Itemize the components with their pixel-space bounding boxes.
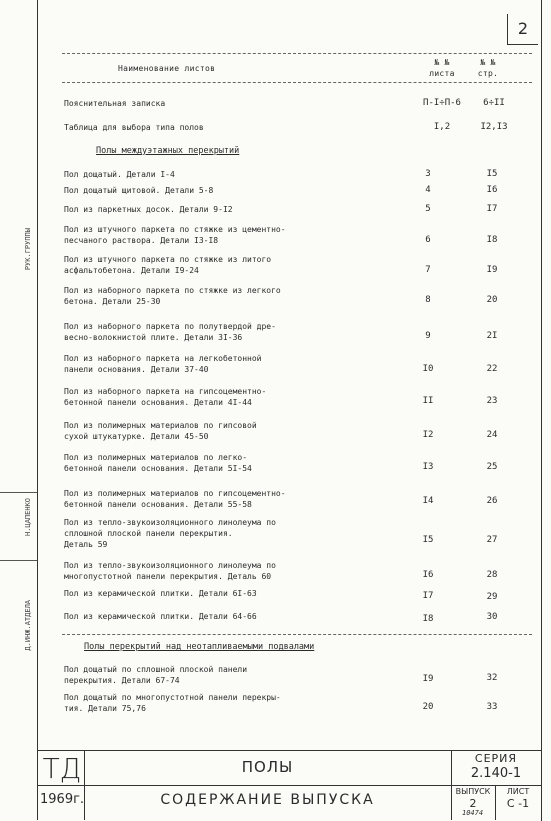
row-title: Пол дощатый по сплошной плоской панели перекрытия. Детали 67-74 [64, 665, 248, 685]
column-page-mark: № № [480, 58, 496, 67]
row-title: Пол из штучного паркета по стяжке из цементно- песчаного раствора. Детали I3-I8 [64, 225, 286, 245]
sheet-number: С -1 [506, 797, 530, 810]
column-sheet-header: листа [429, 69, 455, 78]
row-title: Пол из наборного паркета на легкобетонной панели основания. Детали 37-40 [64, 354, 262, 374]
side-divider [0, 560, 37, 561]
row-page: 30 [486, 612, 498, 622]
row-sheet: I9 [422, 674, 434, 684]
side-divider [0, 492, 37, 493]
row-sheet: I6 [422, 570, 434, 580]
section-rule [62, 634, 532, 635]
side-label-name: Н.ЦАПЕНКО [24, 498, 32, 536]
issue-number: 2 [469, 797, 477, 810]
row-page: 27 [486, 535, 498, 545]
row-page: 25 [486, 462, 498, 472]
row-sheet: I7 [422, 591, 434, 601]
section-heading: Полы перекрытий над неотапливаемыми подвалами [84, 642, 315, 652]
left-frame-line [37, 0, 38, 820]
row-title: Пол из полимерных материалов по гипсоцементно- бетонной панели основания. Детали 55-58 [64, 489, 286, 509]
row-title: Пол из полимерных материалов по легко- бетонной панели основания. Детали 5I-54 [64, 453, 252, 473]
row-sheet: I5 [422, 535, 434, 545]
row-sheet: I4 [422, 496, 434, 506]
column-sheet-mark: № № [434, 58, 450, 67]
row-page: 28 [486, 570, 498, 580]
row-sheet: I2 [422, 430, 434, 440]
row-title: Пол дощатый. Детали I-4 [64, 170, 175, 179]
row-title: Пояснительная записка [64, 99, 166, 108]
row-page: I8 [486, 235, 498, 245]
row-title: Пол дощатый по многопустотной панели перекры- тия. Детали 75,76 [64, 693, 281, 713]
row-page: 22 [486, 364, 498, 374]
row-title: Пол из керамической плитки. Детали 64-66 [64, 612, 257, 621]
row-page: 24 [486, 430, 498, 440]
column-page-header: стр. [477, 69, 499, 78]
row-sheet: I3 [422, 462, 434, 472]
row-page: 26 [486, 496, 498, 506]
row-page: I6 [486, 185, 498, 195]
document-name: ПОЛЫ [241, 758, 294, 776]
title-block-divider [37, 785, 451, 786]
row-sheet: 3 [425, 169, 431, 179]
row-title: Пол из паркетных досок. Детали 9-I2 [64, 205, 233, 214]
row-page: 6÷II [483, 98, 505, 108]
row-sheet: II [422, 396, 434, 406]
side-label-group-head: РУК.ГРУППЫ [24, 228, 32, 271]
row-title: Пол из керамической плитки. Детали 6I-63 [64, 589, 257, 598]
page-number: 2 [507, 14, 538, 45]
row-title: Пол из наборного паркета на гипсоцементно- бетонной панели основания. Детали 4I-44 [64, 387, 267, 407]
row-title: Пол дощатый щитовой. Детали 5-8 [64, 186, 214, 195]
row-title: Пол из штучного паркета по стяжке из литого асфальтобетона. Детали I9-24 [64, 255, 272, 275]
row-title: Таблица для выбора типа полов [64, 123, 204, 132]
column-title-header: Наименование листов [118, 64, 216, 73]
row-title: Пол из тепло-звукоизоляционного линолеума по сплошной плоской панели перекрытия. Деталь 59 [64, 518, 276, 549]
row-sheet: I0 [422, 364, 434, 374]
row-sheet: 7 [425, 265, 431, 275]
row-sheet: I,2 [433, 122, 451, 132]
issue-label: ВЫПУСК [455, 787, 491, 796]
row-sheet: 8 [425, 295, 431, 305]
row-page: 32 [486, 673, 498, 683]
row-sheet: 20 [422, 702, 434, 712]
row-page: I2,I3 [480, 122, 508, 132]
title-block-divider [451, 785, 541, 786]
side-label-dept: Д.ИНЖ.АТДЕЛА [24, 600, 32, 651]
row-sheet: 9 [425, 331, 431, 341]
row-page: 2I [486, 331, 498, 341]
row-sheet: I8 [422, 614, 434, 624]
row-title: Пол из тепло-звукоизоляционного линолеума по многопустотной панели перекрытия. Деталь 60 [64, 561, 276, 581]
row-title: Пол из полимерных материалов по гипсовой сухой штукатурке. Детали 45-50 [64, 421, 257, 441]
row-page: 29 [486, 592, 498, 602]
row-page: I9 [486, 265, 498, 275]
sheet-label: ЛИСТ [506, 787, 530, 796]
row-sheet: П-I÷П-6 [423, 98, 461, 108]
row-page: I7 [486, 204, 498, 214]
row-page: 20 [486, 295, 498, 305]
footer-note: 10474 [462, 809, 484, 817]
row-page: 33 [486, 702, 498, 712]
row-title: Пол из наборного паркета по полутвердой дре- весно-волокнистой плите. Детали 3I-36 [64, 322, 276, 342]
right-frame-line [541, 0, 542, 785]
series-label: СЕРИЯ [474, 752, 518, 765]
year: 1969г. [40, 792, 85, 807]
section-heading: Полы междуэтажных перекрытий [96, 146, 240, 156]
document-subtitle: СОДЕРЖАНИЕ ВЫПУСКА [160, 792, 375, 808]
row-title: Пол из наборного паркета по стяжке из легкого бетона. Детали 25-30 [64, 286, 281, 306]
org-mark: ТД [42, 752, 82, 785]
series-number: 2.140-1 [470, 766, 522, 781]
row-page: I5 [486, 169, 498, 179]
row-sheet: 4 [425, 185, 431, 195]
row-sheet: 5 [425, 204, 431, 214]
header-bottom-rule [62, 82, 532, 83]
header-top-rule [62, 53, 532, 54]
row-page: 23 [486, 396, 498, 406]
row-sheet: 6 [425, 235, 431, 245]
